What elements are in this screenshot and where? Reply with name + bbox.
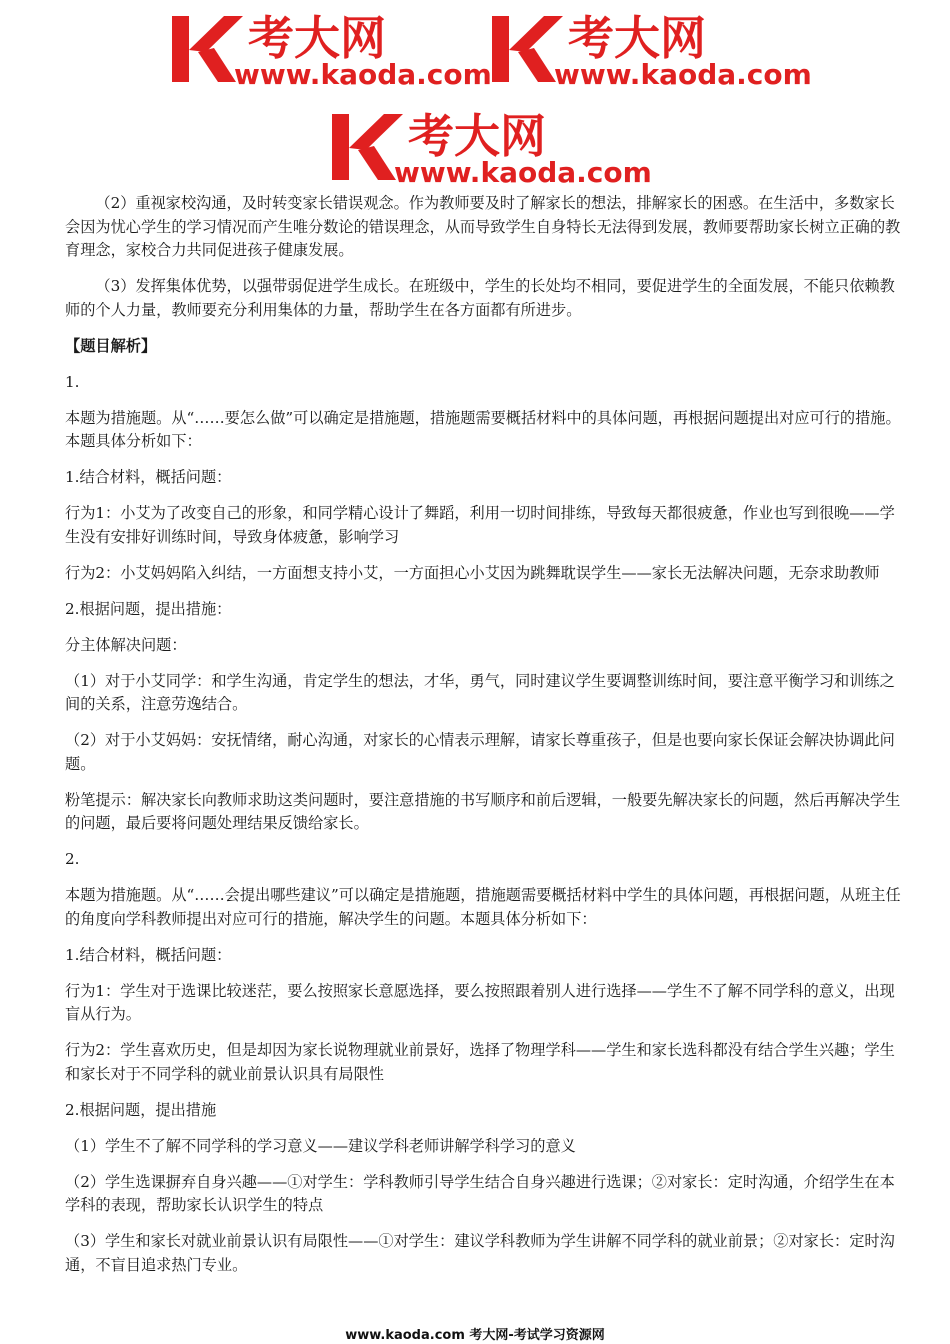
svg-text:考大网: 考大网 bbox=[408, 109, 546, 163]
paragraph: （2）学生选课摒弃自身兴趣——①对学生：学科教师引导学生结合自身兴趣进行选课；②对家长：定时沟通，介绍学生在本学科的表现，帮助家长认识学生的特点 bbox=[65, 1172, 895, 1214]
paragraph: 行为1：学生对于选课比较迷茫，要么按照家长意愿选择，要么按照跟着别人进行选择——学生不了解不同学科的意义，出现盲从行为。 bbox=[65, 981, 895, 1023]
paragraph: 行为2：小艾妈妈陷入纠结，一方面想支持小艾，一方面担心小艾因为跳舞耽误学生——家长无法解决问题，无奈求助教师 bbox=[65, 563, 880, 582]
document-body bbox=[65, 192, 907, 1290]
paragraph: 本题为措施题。从“……会提出哪些建议”可以确定是措施题，措施题需要概括材料中学生的具体问题，再根据问题，从班主任的角度向学科教师提出对应可行的措施，解决学生的问题。本题具体分析如下： bbox=[65, 886, 901, 928]
section-heading: 【题目解析】 bbox=[65, 336, 157, 355]
paragraph: 2.根据问题，提出措施： bbox=[65, 599, 232, 618]
paragraph: 分主体解决问题： bbox=[65, 635, 187, 654]
kaoda-logo bbox=[330, 100, 660, 186]
paragraph: （1）学生不了解不同学科的学习意义——建议学科老师讲解学科学习的意义 bbox=[65, 1136, 576, 1155]
paragraph: 1.结合材料，概括问题： bbox=[65, 945, 232, 964]
svg-text:www.kaoda.com: www.kaoda.com bbox=[234, 58, 492, 88]
kaoda-logo-graphic bbox=[170, 2, 500, 88]
kaoda-logo-graphic bbox=[490, 2, 820, 88]
paragraph: （3）学生和家长对就业前景认识有局限性——①对学生：建议学科教师为学生讲解不同学科的就业前景；②对家长：定时沟通，不盲目追求热门专业。 bbox=[65, 1232, 895, 1274]
svg-text:www.kaoda.com: www.kaoda.com bbox=[394, 156, 652, 186]
kaoda-logo bbox=[170, 2, 500, 88]
svg-text:www.kaoda.com: www.kaoda.com bbox=[554, 58, 812, 88]
paragraph: 行为2：学生喜欢历史，但是却因为家长说物理就业前景好，选择了物理学科——学生和家长选科都没有结合学生兴趣；学生和家长对于不同学科的就业前景认识具有局限性 bbox=[65, 1041, 895, 1083]
paragraph: （3）发挥集体优势，以强带弱促进学生成长。在班级中，学生的长处均不相同，要促进学生的全面发展，不能只依赖教师的个人力量，教师要充分利用集体的力量，帮助学生在各方面都有所进步。 bbox=[65, 277, 895, 319]
question-number: 2. bbox=[65, 850, 80, 868]
svg-text:考大网: 考大网 bbox=[568, 11, 706, 65]
question-number: 1. bbox=[65, 372, 80, 391]
svg-text:考大网: 考大网 bbox=[248, 11, 386, 65]
kaoda-logo-graphic bbox=[330, 100, 660, 186]
paragraph: 行为1：小艾为了改变自己的形象，和同学精心设计了舞蹈，利用一切时间排练，导致每天都很疲惫，作业也写到很晚——学生没有安排好训练时间，导致身体疲惫，影响学习 bbox=[65, 504, 895, 546]
paragraph: （2）对于小艾妈妈：安抚情绪，耐心沟通，对家长的心情表示理解，请家长尊重孩子，但是也要向家长保证会解决协调此问题。 bbox=[65, 731, 895, 773]
paragraph: （2）重视家校沟通，及时转变家长错误观念。作为教师要及时了解家长的想法，排解家长的困惑。在生活中，多数家长会因为忧心学生的学习情况而产生唯分数论的错误理念，从而导致学生自身特长无法得到发展，教师要帮助家长树立正确的教育理念，家校合力共同促进孩子健康发展。 bbox=[65, 194, 901, 259]
paragraph: 本题为措施题。从“……要怎么做”可以确定是措施题，措施题需要概括材料中的具体问题，再根据问题提出对应可行的措施。本题具体分析如下： bbox=[65, 408, 901, 450]
paragraph: （1）对于小艾同学：和学生沟通，肯定学生的想法，才华，勇气，同时建议学生要调整训练时间，要注意平衡学习和训练之间的关系，注意劳逸结合。 bbox=[65, 671, 895, 713]
paragraph: 2.根据问题，提出措施 bbox=[65, 1100, 217, 1119]
kaoda-logo bbox=[490, 2, 820, 88]
page-footer: www.kaoda.com 考大网-考试学习资源网 bbox=[345, 1328, 605, 1343]
paragraph: 粉笔提示：解决家长向教师求助这类问题时，要注意措施的书写顺序和前后逻辑，一般要先解决家长的问题，然后再解决学生的问题，最后要将问题处理结果反馈给家长。 bbox=[65, 790, 901, 832]
paragraph: 1.结合材料，概括问题： bbox=[65, 468, 232, 486]
